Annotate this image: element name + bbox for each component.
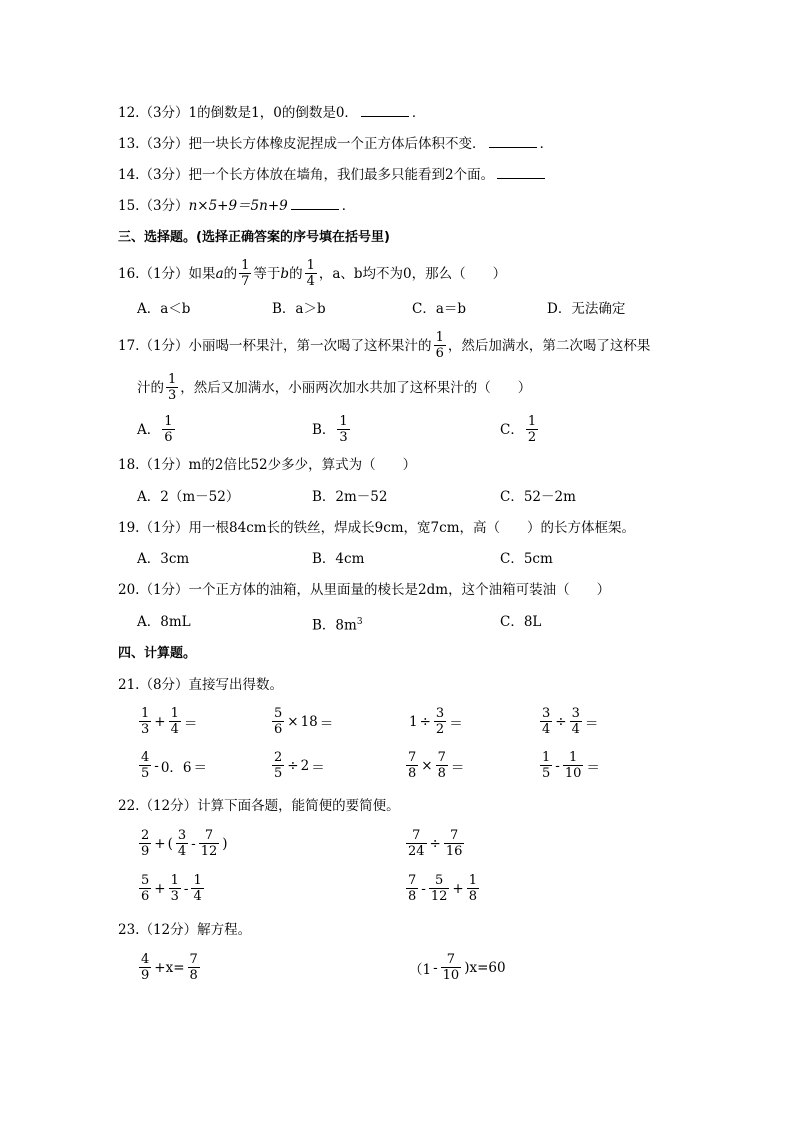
fraction: $\frac{1}{6}$ (435, 330, 444, 361)
calc-item: $\frac{2}{9}$ + ( $\frac{3}{4}$ - $\frac{7}{12}$ ) (141, 828, 228, 859)
section-title-choice: 三、选择题。(选择正确答案的序号填在括号里) (118, 230, 390, 245)
calc-item: $\frac{7}{8}$ - $\frac{5}{12}$ + $\frac{1}{8}$ (408, 873, 477, 904)
calc-item: $\frac{3}{4}$ ÷ $\frac{3}{4}$ ＝ (542, 706, 599, 737)
calc-item: $\frac{7}{24}$ ÷ $\frac{7}{16}$ (408, 828, 463, 859)
calc-item: $\frac{1}{5}$ - $\frac{1}{10}$ ＝ (542, 750, 600, 781)
option-b[interactable]: B．$8m^3$ (312, 617, 363, 634)
option-b[interactable]: B．a＞b (272, 301, 326, 317)
question-19: 19.（1分）用一根84cm长的铁丝，焊成长9cm，宽7cm，高（ ）的长方体框架。 (118, 520, 636, 536)
option-a[interactable]: A．8mL (137, 614, 191, 630)
calc-item: $\frac{4}{5}$ - 0．6 ＝ (141, 750, 208, 781)
option-a[interactable]: A． $\frac{1}{6}$ (137, 414, 173, 445)
answer-blank[interactable] (361, 104, 409, 117)
section-title-calc: 四、计算题。 (118, 646, 197, 661)
equation-item: （1 - $\frac{7}{10}$ )x=60 (409, 952, 506, 983)
option-a[interactable]: A．a＜b (137, 301, 191, 317)
calc-item: $\frac{2}{5}$ ÷ 2 ＝ (274, 750, 325, 781)
equation-item: $\frac{4}{9}$ +x= $\frac{7}{8}$ (141, 952, 198, 983)
question-18: 18.（1分）m的2倍比52少多少，算式为（ ） (118, 457, 417, 473)
option-b[interactable]: B．4cm (312, 551, 365, 567)
calc-item: $\frac{1}{3}$ + $\frac{1}{4}$ ＝ (141, 706, 198, 737)
option-c[interactable]: C．52－2m (500, 489, 576, 505)
question-20: 20.（1分）一个正方体的油箱，从里面量的棱长是2dm，这个油箱可装油（ ） (118, 582, 611, 598)
option-a[interactable]: A．3cm (137, 551, 190, 567)
option-d[interactable]: D．无法确定 (547, 301, 626, 317)
option-c[interactable]: C．5cm (500, 551, 553, 567)
answer-blank[interactable] (291, 197, 339, 210)
question-23: 23.（12分）解方程。 (118, 922, 252, 938)
fraction: $\frac{1}{4}$ (306, 258, 315, 289)
option-b[interactable]: B．2m－52 (312, 489, 388, 505)
question-21: 21.（8分）直接写出得数。 (118, 677, 284, 693)
calc-item: 1 ÷ $\frac{3}{2}$ ＝ (409, 706, 463, 737)
option-b[interactable]: B． $\frac{1}{3}$ (312, 414, 348, 445)
fraction: $\frac{1}{3}$ (168, 372, 177, 403)
option-c[interactable]: C．8L (500, 614, 542, 630)
option-c[interactable]: C．a＝b (412, 301, 467, 317)
question-12: 12.（3分）1的倒数是1，0的倒数是0． ． (118, 105, 426, 121)
question-13: 13.（3分）把一块长方体橡皮泥捏成一个正方体后体积不变． ． (118, 136, 554, 152)
fraction: $\frac{1}{7}$ (241, 258, 250, 289)
question-14: 14.（3分）把一个长方体放在墙角，我们最多只能看到2个面。 (118, 165, 548, 185)
calc-item: $\frac{7}{8}$ × $\frac{7}{8}$ ＝ (408, 750, 465, 781)
question-16: 16.（1分）如果 a 的 $\frac{1}{7}$ 等于 b 的 $\frac{1}{4}$ ，a、b均不为0，那么（ ） (118, 258, 507, 289)
question-22: 22.（12分）计算下面各题，能简便的要简便。 (118, 798, 400, 814)
option-a[interactable]: A．2（m－52） (137, 489, 240, 505)
calc-item: $\frac{5}{6}$ × 18 ＝ (274, 706, 334, 737)
answer-blank[interactable] (489, 135, 537, 148)
question-15: 15.（3分）n×5+9＝5n+9 ． (118, 198, 356, 214)
question-17: 17.（1分）小丽喝一杯果汁，第一次喝了这杯果汁的 $\frac{1}{6}$ ，然后加满水，第二次喝了这杯果 (118, 330, 651, 361)
answer-blank[interactable] (497, 166, 545, 179)
calc-item: $\frac{5}{6}$ + $\frac{1}{3}$ - $\frac{1}{4}$ (141, 873, 202, 904)
option-c[interactable]: C． $\frac{1}{2}$ (500, 414, 537, 445)
question-17-cont: 汁的 $\frac{1}{3}$ ，然后又加满水，小丽两次加水共加了这杯果汁的（ ） (137, 372, 532, 403)
